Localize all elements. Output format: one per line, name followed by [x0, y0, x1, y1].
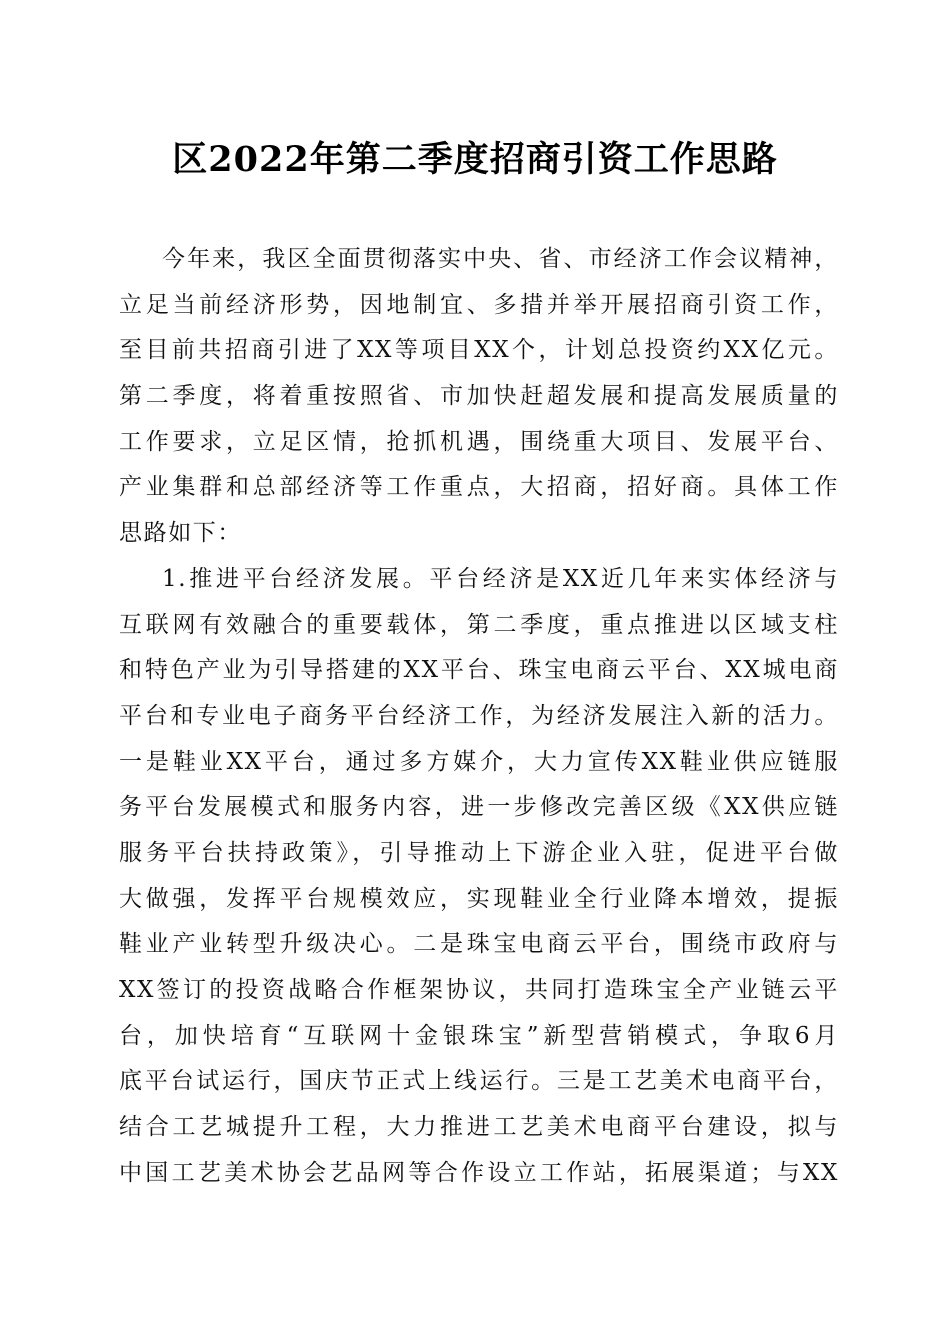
text-line: 思路如下：: [119, 520, 242, 547]
text-line: XX签订的投资战略合作框架协议，共同打造珠宝全产业链云平: [119, 977, 839, 1003]
text-line: 平台和专业电子商务平台经济工作，为经济发展注入新的活力。: [119, 702, 839, 729]
text-line: 1.推进平台经济发展。平台经济是XX近几年来实体经济与: [162, 565, 839, 592]
text-line: 务平台发展模式和服务内容，进一步修改完善区级《XX供应链: [119, 794, 839, 821]
text-line: 今年来，我区全面贯彻落实中央、省、市经济工作会议精神，: [162, 246, 839, 272]
text-line: 底平台试运行，国庆节正式上线运行。三是工艺美术电商平台，: [119, 1068, 839, 1095]
document-title: 区2022年第二季度招商引资工作思路: [172, 139, 778, 180]
document-body: [119, 237, 839, 1196]
text-line: 产业集群和总部经济等工作重点，大招商，招好商。具体工作: [119, 474, 839, 501]
text-line: 工作要求，立足区情，抢抓机遇，围绕重大项目、发展平台、: [119, 428, 839, 455]
text-line: 互联网有效融合的重要载体，第二季度，重点推进以区域支柱: [119, 611, 839, 638]
text-line: 台，加快培育“互联网十金银珠宝”新型营销模式，争取6月: [119, 1022, 839, 1049]
text-line: 第二季度，将着重按照省、市加快赶超发展和提高发展质量的: [119, 383, 839, 410]
text-line: 中国工艺美术协会艺品网等合作设立工作站，拓展渠道；与XX: [119, 1159, 839, 1186]
text-line: 至目前共招商引进了XX等项目XX个，计划总投资约XX亿元。: [119, 337, 839, 364]
text-line: 鞋业产业转型升级决心。二是珠宝电商云平台，围绕市政府与: [119, 931, 839, 958]
text-line: 一是鞋业XX平台，通过多方媒介，大力宣传XX鞋业供应链服: [119, 748, 839, 775]
text-line: 和特色产业为引导搭建的XX平台、珠宝电商云平台、XX城电商: [119, 657, 839, 684]
text-line: 服务平台扶持政策》，引导推动上下游企业入驻，促进平台做: [119, 839, 839, 866]
text-line: 立足当前经济形势，因地制宜、多措并举开展招商引资工作，: [119, 291, 839, 318]
text-line: 大做强，发挥平台规模效应，实现鞋业全行业降本增效，提振: [119, 885, 839, 912]
text-line: 结合工艺城提升工程，大力推进工艺美术电商平台建设，拟与: [119, 1114, 839, 1141]
